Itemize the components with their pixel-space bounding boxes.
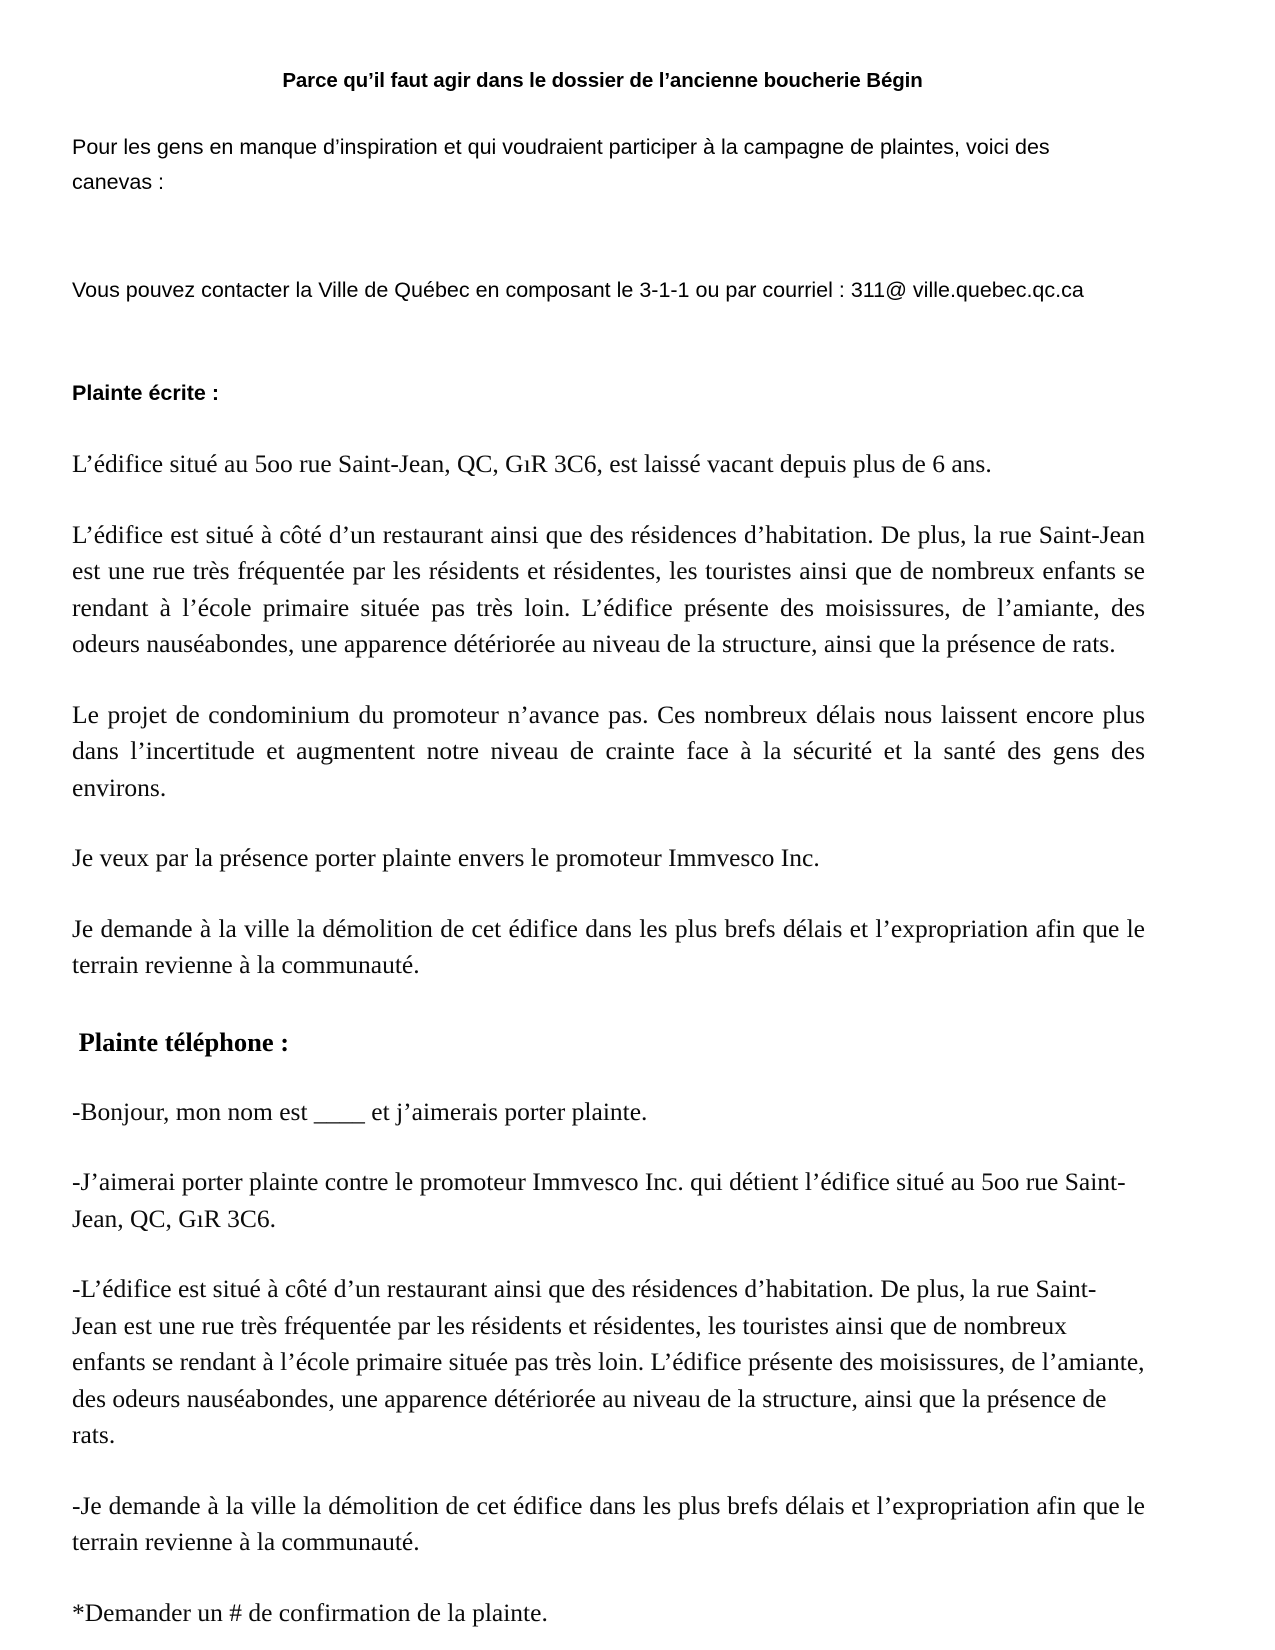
written-complaint-paragraph: Le projet de condominium du promoteur n’avance pas. Ces nombreux délais nous laissent encore plus dans l’incertitude et augmentent notre niveau de crainte face à la sécurité et la santé des gens des environs. (72, 699, 1145, 802)
phone-complaint-heading: Plainte téléphone : (72, 1026, 290, 1057)
written-complaint-paragraph: L’édifice est situé à côté d’un restaurant ainsi que des résidences d’habitation. De plus, la rue Saint-Jean est une rue très fréquentée par les résidents et résidentes, les touristes ainsi que de nombreux enfants se rendant à l’école primaire située pas très loin. L’édifice présente des moisissures, de l’amiante, des odeurs nauséabondes, une apparence détériorée au niveau de la structure, ainsi que la présence de rats. (72, 519, 1145, 658)
phone-complaint-paragraph: -J’aimerai porter plainte contre le promoteur Immvesco Inc. qui détient l’édifice situé au 5oo rue Saint-Jean, QC, GıR 3C6. (72, 1167, 1126, 1233)
phone-complaint-body (72, 1094, 1145, 1632)
written-complaint-paragraph: Je veux par la présence porter plainte envers le promoteur Immvesco Inc. (72, 843, 820, 872)
phone-complaint-note: *Demander un # de confirmation de la plainte. (72, 1597, 548, 1627)
written-complaint-paragraph: L’édifice situé au 5oo rue Saint-Jean, QC, GıR 3C6, est laissé vacant depuis plus de 6 ans. (72, 449, 992, 478)
page-title: Parce qu’il faut agir dans le dossier de l’ancienne boucherie Bégin (282, 69, 923, 92)
phone-complaint-paragraph: -Je demande à la ville la démolition de cet édifice dans les plus brefs délais et l’expropriation afin que le terrain revienne à la communauté. (72, 1490, 1145, 1556)
intro-paragraph: Pour les gens en manque d’inspiration et qui voudraient participer à la campagne de plaintes, voici des canevas : (72, 135, 1050, 194)
contact-paragraph: Vous pouvez contacter la Ville de Québec en composant le 3-1-1 ou par courriel : 311@ ville.quebec.qc.ca (72, 278, 1084, 302)
written-complaint-paragraph: Je demande à la ville la démolition de cet édifice dans les plus brefs délais et l’expropriation afin que le terrain revienne à la communauté. (72, 913, 1145, 979)
written-complaint-heading: Plainte écrite : (72, 381, 219, 405)
phone-complaint-paragraph: -L’édifice est situé à côté d’un restaurant ainsi que des résidences d’habitation. De plus, la rue Saint- Jean est une rue très fréquentée par les résidents et résidentes, les touristes ainsi que de nombreux enfants se rendant à l’école primaire située pas très loin. L’édifice présente des moisissures, de l’amiante, des odeurs nauséabondes, une apparence détériorée au niveau de la structure, ainsi que la présence de rats. (72, 1274, 1145, 1449)
written-complaint-body (72, 446, 1145, 984)
phone-complaint-paragraph: -Bonjour, mon nom est ____ et j’aimerais porter plainte. (72, 1096, 648, 1126)
